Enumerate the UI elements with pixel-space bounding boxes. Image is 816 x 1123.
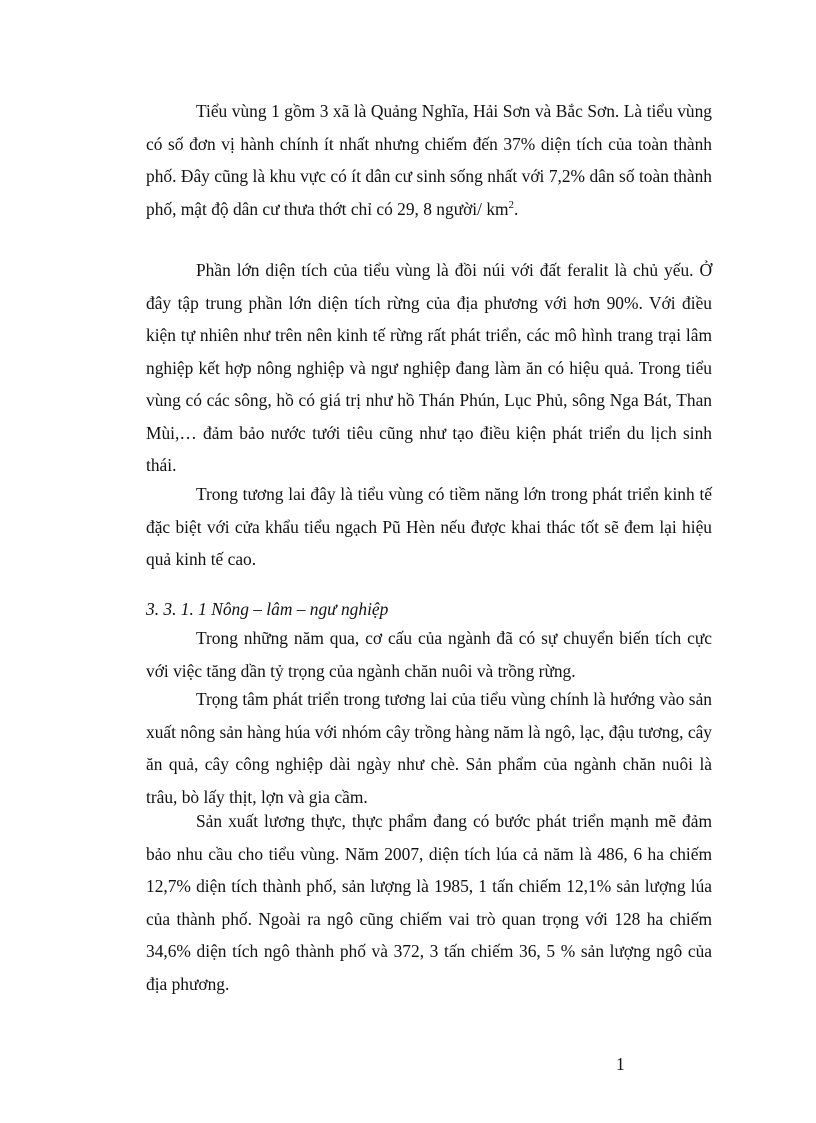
section-heading: 3. 3. 1. 1 Nông – lâm – ngư nghiệp [146, 599, 389, 619]
paragraph-tieu-vung-1 [146, 95, 712, 225]
paragraph-co-cau [146, 622, 712, 687]
page-number: 1 [616, 1054, 625, 1074]
paragraph-san-xuat [146, 805, 712, 1000]
paragraph-tuong-lai [146, 478, 712, 576]
paragraph-text: Tiểu vùng 1 gồm 3 xã là Quảng Nghĩa, Hải Sơn và Bắc Sơn. Là tiểu vùng có số đơn vị hành chính ít nhất nhưng chiếm đến 37% diện tích của toàn thành phố. Đây cũng là khu vực có ít dân cư sinh sống nhất với 7,2% dân số toàn thành phố, mật độ dân cư thưa thớt chỉ có 29, 8 người/ km [146, 101, 712, 219]
paragraph-suffix: . [514, 198, 519, 219]
paragraph-text: Trong những năm qua, cơ cấu của ngành đã có sự chuyển biến tích cực với việc tăng dần tỷ trọng của ngành chăn nuôi và trồng rừng. [146, 628, 712, 681]
paragraph-text: Trọng tâm phát triển trong tương lai của tiểu vùng chính là hướng vào sản xuất nông sản hàng húa với nhóm cây trồng hàng năm là ngô, lạc, đậu tương, cây ăn quả, cây công nghiệp dài ngày như chè. Sản phẩm của ngành chăn nuôi là trâu, bò lấy thịt, lợn và gia cầm. [146, 689, 712, 807]
paragraph-trong-tam [146, 683, 712, 813]
paragraph-dien-tich [146, 254, 712, 482]
paragraph-text: Sản xuất lương thực, thực phẩm đang có bước phát triển mạnh mẽ đảm bảo nhu cầu cho tiểu vùng. Năm 2007, diện tích lúa cả năm là 486, 6 ha chiếm 12,7% diện tích thành phố, sản lượng là 1985, 1 tấn chiếm 12,1% sản lượng lúa của thành phố. Ngoài ra ngô cũng chiếm vai trò quan trọng với 128 ha chiếm 34,6% diện tích ngô thành phố và 372, 3 tấn chiếm 36, 5 % sản lượng ngô của địa phương. [146, 811, 712, 994]
paragraph-text: Phần lớn diện tích của tiểu vùng là đồi núi với đất feralit là chủ yếu. Ở đây tập trung phần lớn diện tích rừng của địa phương với hơn 90%. Với điều kiện tự nhiên như trên nên kinh tế rừng rất phát triển, các mô hình trang trại lâm nghiệp kết hợp nông nghiệp và ngư nghiệp đang làm ăn có hiệu quả. Trong tiểu vùng có các sông, hồ có giá trị như hồ Thán Phún, Lục Phủ, sông Nga Bát, Than Mùi,… đảm bảo nước tưới tiêu cũng như tạo điều kiện phát triển du lịch sinh thái. [146, 260, 712, 475]
superscript-exponent: 2 [508, 198, 515, 211]
paragraph-text: Trong tương lai đây là tiểu vùng có tiềm năng lớn trong phát triển kinh tế đặc biệt với cửa khẩu tiểu ngạch Pũ Hèn nếu được khai thác tốt sẽ đem lại hiệu quả kinh tế cao. [146, 484, 712, 569]
